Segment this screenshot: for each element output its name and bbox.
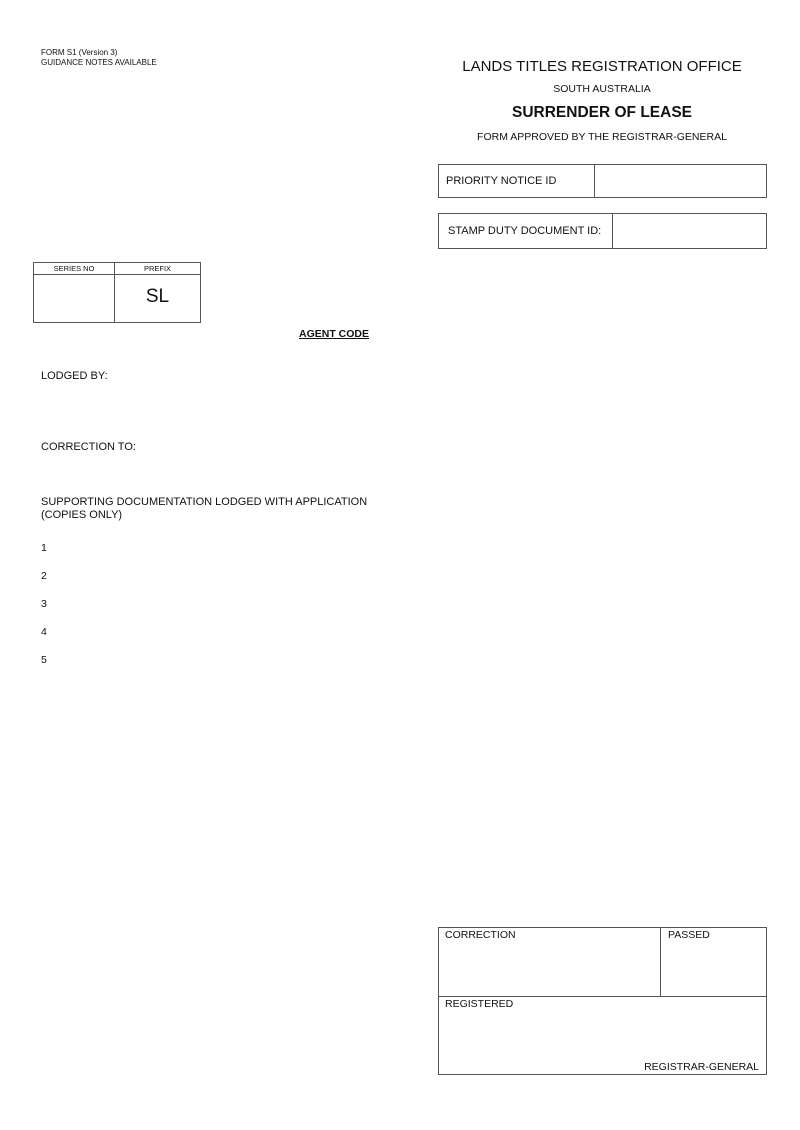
supporting-docs-line2: (COPIES ONLY)	[41, 509, 123, 521]
prefix-label: PREFIX	[115, 263, 200, 275]
form-title: SURRENDER OF LEASE	[512, 104, 692, 121]
priority-notice-field[interactable]	[595, 165, 766, 197]
supporting-item-1: 1	[41, 542, 47, 554]
correction-cell	[439, 928, 661, 996]
series-no-field[interactable]	[34, 275, 115, 322]
office-use-box	[438, 927, 767, 1075]
form-id-block	[41, 48, 157, 68]
series-no-label: SERIES NO	[34, 263, 115, 275]
agent-code-label: AGENT CODE	[299, 328, 370, 340]
office-use-top-row	[439, 928, 766, 997]
stamp-duty-label: STAMP DUTY DOCUMENT ID:	[439, 214, 613, 248]
prefix-value: SL	[145, 286, 170, 307]
registrar-general-label: REGISTRAR-GENERAL	[644, 1061, 759, 1073]
lodged-by-label: LODGED BY:	[41, 370, 108, 382]
supporting-item-2: 2	[41, 570, 47, 582]
priority-notice-box	[438, 164, 767, 198]
stamp-duty-box	[438, 213, 767, 249]
supporting-item-5: 5	[41, 654, 47, 666]
supporting-docs-line1: SUPPORTING DOCUMENTATION LODGED WITH APPLICATION	[41, 496, 368, 508]
supporting-item-4: 4	[41, 626, 47, 638]
supporting-item-3: 3	[41, 598, 47, 610]
correction-label: CORRECTION	[445, 929, 516, 941]
priority-notice-label: PRIORITY NOTICE ID	[439, 165, 595, 197]
form-code: FORM S1 (Version 3)	[41, 48, 118, 57]
office-name: LANDS TITLES REGISTRATION OFFICE	[462, 58, 742, 75]
state-name: SOUTH AUSTRALIA	[553, 83, 651, 95]
approval-note: FORM APPROVED BY THE REGISTRAR-GENERAL	[477, 131, 727, 143]
registered-label: REGISTERED	[445, 998, 514, 1010]
supporting-docs-heading	[41, 496, 367, 522]
stamp-duty-field[interactable]	[613, 214, 766, 248]
guidance-notes: GUIDANCE NOTES AVAILABLE	[41, 58, 157, 67]
series-prefix-box	[33, 262, 201, 323]
correction-to-label: CORRECTION TO:	[41, 441, 136, 453]
passed-label: PASSED	[668, 929, 710, 941]
